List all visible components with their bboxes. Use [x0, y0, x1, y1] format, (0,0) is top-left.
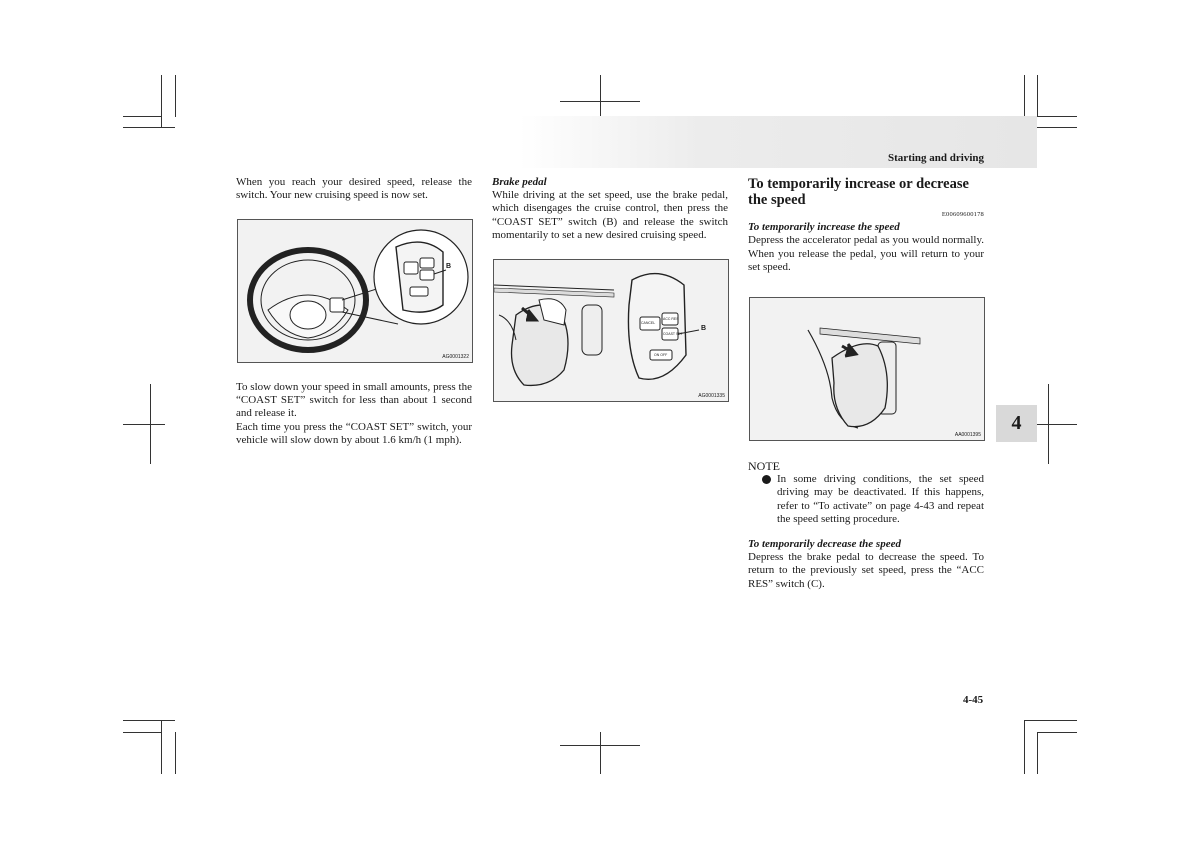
steering-wheel-figure — [237, 219, 473, 363]
chapter-tab: 4 — [996, 405, 1037, 442]
brake-pedal-body: While driving at the set speed, use the brake pedal, which disengages the cruise control, then press the “COAST SET” switch (B) and release the switch momentarily to set a new desired cruising speed. — [492, 189, 728, 241]
increase-subheading: To temporarily increase the speed — [748, 221, 900, 234]
brake-pedal-figure — [493, 259, 729, 402]
crop-mark — [1037, 116, 1077, 117]
crop-mark — [161, 720, 162, 774]
right-column-lower — [748, 460, 984, 591]
crop-mark — [600, 732, 601, 774]
crop-mark — [1037, 732, 1038, 774]
figure-id: AG0001335 — [698, 393, 725, 399]
crop-mark — [1024, 720, 1077, 721]
slow-down-paragraph: To slow down your speed in small amounts, press the “COAST SET” switch for less than about 1 second and release it. — [236, 381, 472, 420]
accelerator-figure — [749, 297, 985, 441]
crop-mark — [1024, 720, 1025, 774]
decrease-body: Depress the brake pedal to decrease the speed. To return to the previously set speed, press the “ACC RES” switch (C). — [748, 551, 984, 590]
switch-label-cancel: CANCEL — [641, 321, 656, 325]
brake-pedal-subheading: Brake pedal — [492, 176, 547, 188]
crop-mark — [1037, 732, 1077, 733]
crop-mark — [161, 75, 162, 127]
steering-wheel-illustration — [238, 220, 472, 362]
crop-mark — [123, 732, 161, 733]
decrease-subheading: To temporarily decrease the speed — [748, 538, 901, 551]
section-heading: To temporarily increase or decrease the speed — [748, 176, 969, 208]
crop-mark — [1037, 424, 1077, 425]
middle-column — [492, 176, 728, 242]
switch-label-acc-res: ACC RES — [663, 317, 679, 321]
crop-mark — [123, 424, 165, 425]
figure-id: AA0001395 — [954, 432, 981, 438]
figure-id: AG0001322 — [442, 354, 469, 360]
bullet-icon — [762, 475, 771, 484]
page-number: 4-45 — [963, 694, 984, 706]
left-column-lower — [236, 381, 472, 447]
intro-paragraph: When you reach your desired speed, release the switch. Your new cruising speed is now set. — [236, 176, 472, 202]
crop-mark — [175, 75, 176, 117]
crop-mark — [1048, 384, 1049, 464]
note-bullet — [762, 473, 984, 526]
crop-mark — [123, 116, 161, 117]
switch-label-coast-set: COAST SET — [663, 332, 683, 336]
switch-label-on-off: ON OFF — [654, 353, 668, 357]
crop-mark — [123, 720, 175, 721]
brake-pedal-illustration — [494, 260, 728, 401]
crop-mark — [1037, 75, 1038, 117]
note-text: In some driving conditions, the set speed driving may be deactivated. If this happens, refer to “To activate” on page 4-43 and repeat the speed setting procedure. — [777, 473, 984, 525]
figure-callout-b: B — [701, 325, 707, 332]
figure-callout-b: B — [446, 263, 452, 270]
coast-set-paragraph: Each time you press the “COAST SET” switch, your vehicle will slow down by about 1.6 km/h (1 mph). — [236, 420, 472, 446]
crop-mark — [150, 384, 151, 464]
crop-mark — [175, 732, 176, 774]
increase-body: Depress the accelerator pedal as you would normally. When you release the pedal, you will return to your set speed. — [748, 234, 984, 273]
crop-mark — [123, 127, 175, 128]
right-column — [748, 176, 984, 274]
accelerator-illustration — [750, 298, 984, 440]
left-column — [236, 176, 472, 202]
note-label: NOTE — [748, 459, 780, 473]
section-code: E00609600178 — [941, 211, 984, 218]
section-title: Starting and driving — [888, 152, 984, 164]
